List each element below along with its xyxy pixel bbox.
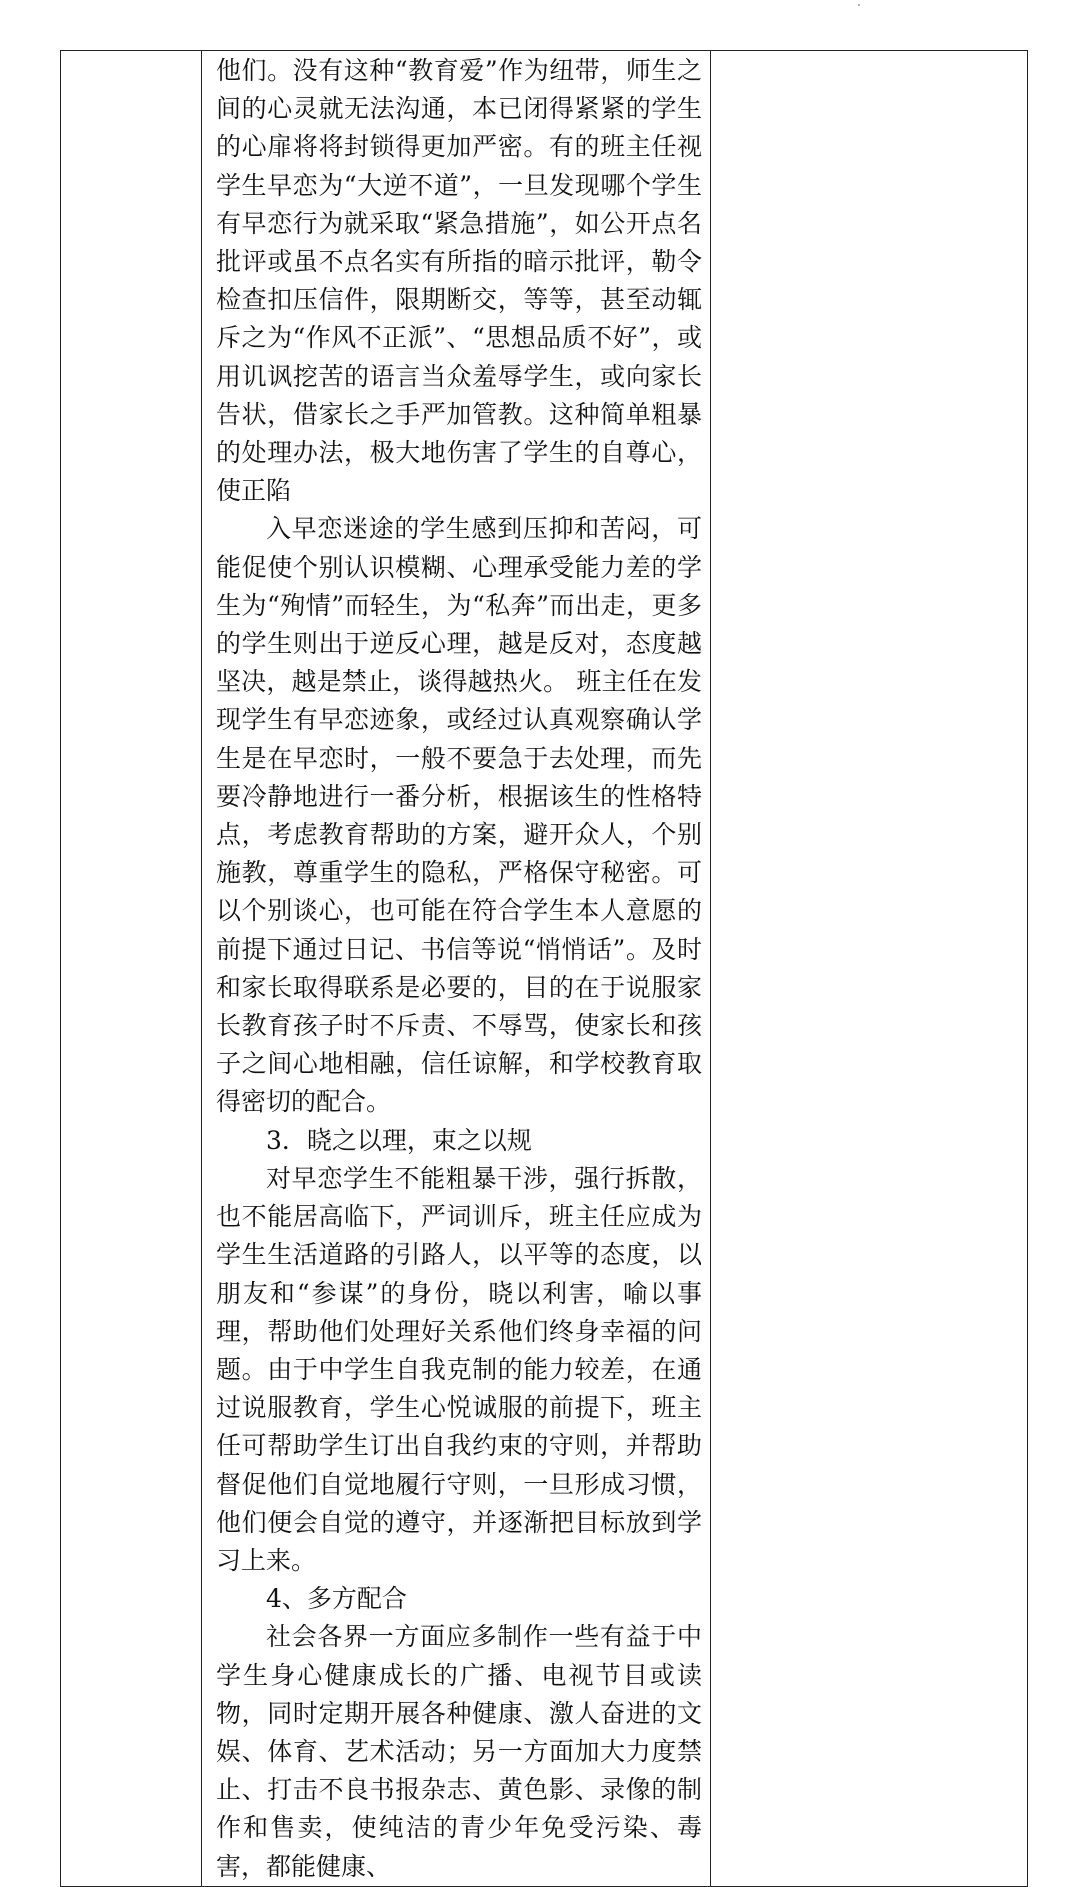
content-column-cell xyxy=(202,51,711,1887)
paragraph: 3．晓之以理，束之以规 xyxy=(266,1125,532,1155)
left-column-cell xyxy=(61,51,202,1887)
document-table xyxy=(60,50,1028,1887)
body-text xyxy=(202,51,710,1886)
paragraph: 4、多方配合 xyxy=(266,1584,407,1614)
paragraph: 入早恋迷途的学生感到压抑和苦闷，可能促使个别认识模糊、心理承受能力差的学生为“殉情”而轻生，为“私奔”而出走，更多的学生则出于逆反心理，越是反对，态度越坚决，越是禁止，谈得越热火。 班主任在发现学生有早恋迹象，或经过认真观察确认学生是在早恋时，一般不要急于去处理，而先要冷静地进行一番分析，根据该生的性格特点，考虑教育帮助的方案，避开众人，个别施教，尊重学生的隐私，严格保守秘密。可以个别谈心，也可能在符合学生本人意愿的前提下通过日记、书信等说“悄悄话”。及时和家长取得联系是必要的，目的在于说服家长教育孩子时不斥责、不辱骂，使家长和孩子之间心地相融，信任谅解，和学校教育取得密切的配合。 xyxy=(216,514,702,1117)
table-row xyxy=(61,51,1028,1887)
right-column-cell xyxy=(711,51,1028,1887)
paragraph: 他们。没有这种“教育爱”作为纽带，师生之间的心灵就无法沟通，本已闭得紧紧的学生的心扉将将封锁得更加严密。有的班主任视学生早恋为“大逆不道”，一旦发现哪个学生有早恋行为就采取“紧急措施”，如公开点名批评或虽不点名实有所指的暗示批评，勒令检查扣压信件，限期断交，等等，甚至动辄斥之为“作风不正派”、“思想品质不好”，或用讥讽挖苦的语言当众羞辱学生，或向家长告状，借家长之手严加管教。这种简单粗暴的处理办法，极大地伤害了学生的自尊心，使正陷 xyxy=(216,56,702,506)
scan-dot xyxy=(858,4,860,6)
paragraph: 对早恋学生不能粗暴干涉，强行拆散，也不能居高临下，严词训斥，班主任应成为学生生活道路的引路人，以平等的态度，以朋友和“参谋”的身份，晓以利害，喻以事理，帮助他们处理好关系他们终身幸福的问题。由于中学生自我克制的能力较差，在通过说服教育，学生心悦诚服的前提下，班主任可帮助学生订出自我约束的守则，并帮助督促他们自觉地履行守则，一旦形成习惯，他们便会自觉的遵守，并逐渐把目标放到学习上来。 xyxy=(216,1163,702,1575)
paragraph: 社会各界一方面应多制作一些有益于中学生身心健康成长的广播、电视节目或读物，同时定期开展各种健康、激人奋进的文娱、体育、艺术活动；另一方面加大力度禁止、打击不良书报杂志、黄色影、录像的制作和售卖，使纯洁的青少年免受污染、毒害，都能健康、 xyxy=(216,1622,702,1881)
